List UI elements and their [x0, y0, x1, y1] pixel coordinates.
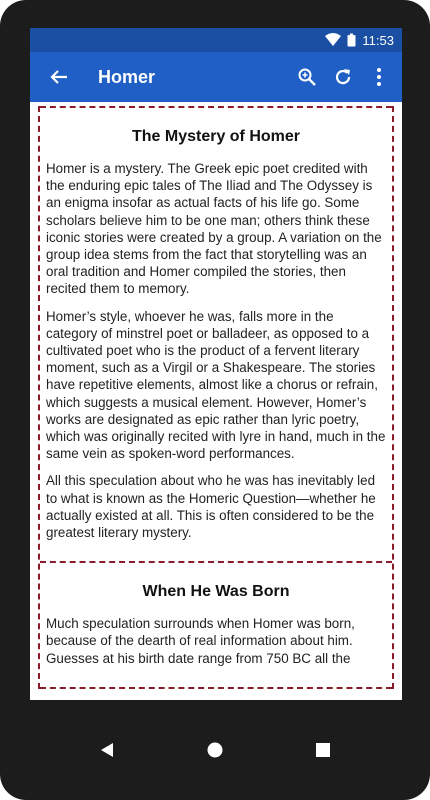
navigation-bar [0, 700, 430, 800]
section-heading: When He Was Born [142, 583, 290, 601]
battery-icon [347, 33, 356, 47]
refresh-icon[interactable] [330, 64, 356, 90]
paragraph: Homer is a mystery. The Greek epic poet credited with the enduring epic tales of The Iliad and The Odyssey is an enigma insofar as actual facts of his life go. Some scholars believe him to be one man; others think these iconic stories were created by a group. A variation on the group idea stems from the fact that storytelling was an oral tradition and Homer compiled the stories, then recited them to memory. [46, 161, 382, 297]
app-bar [30, 52, 402, 102]
screen [30, 28, 402, 700]
status-time: 11:53 [362, 32, 394, 48]
article-content[interactable] [30, 102, 402, 700]
page-title: Homer [98, 66, 156, 87]
section-born [40, 563, 392, 689]
back-arrow-icon[interactable] [46, 64, 72, 90]
status-bar [30, 28, 402, 52]
nav-home-icon[interactable] [185, 742, 245, 758]
paragraph: All this speculation about who he was has inevitably led to what is known as the Homeric Question—whether he actually existed at all. This is often considered to be the greatest literary mystery. [46, 473, 376, 541]
nav-recents-icon[interactable] [293, 743, 353, 757]
section-heading: The Mystery of Homer [131, 128, 301, 145]
zoom-icon[interactable] [294, 64, 320, 90]
nav-back-icon[interactable] [77, 742, 137, 758]
article [38, 106, 394, 689]
paragraph: Homer’s style, whoever he was, falls more in the category of minstrel poet or balladeer, as opposed to a cultivated poet who is the product of a fervent literary moment, such as a Virgil or a Shakespeare. The stories have repetitive elements, almost like a chorus or refrain, which suggests a musical element. However, Homer’s works are designated as epic rather than lyric poetry, which was originally recited with lyre in hand, much in the same vein as spoken-word performances. [46, 308, 386, 462]
wifi-icon [325, 33, 341, 47]
more-vert-icon[interactable] [366, 64, 392, 90]
paragraph: Much speculation surrounds when Homer was born, because of the dearth of real information about him. Guesses at his birth date range from 750 BC all the [46, 616, 355, 666]
section-mystery [40, 106, 392, 563]
